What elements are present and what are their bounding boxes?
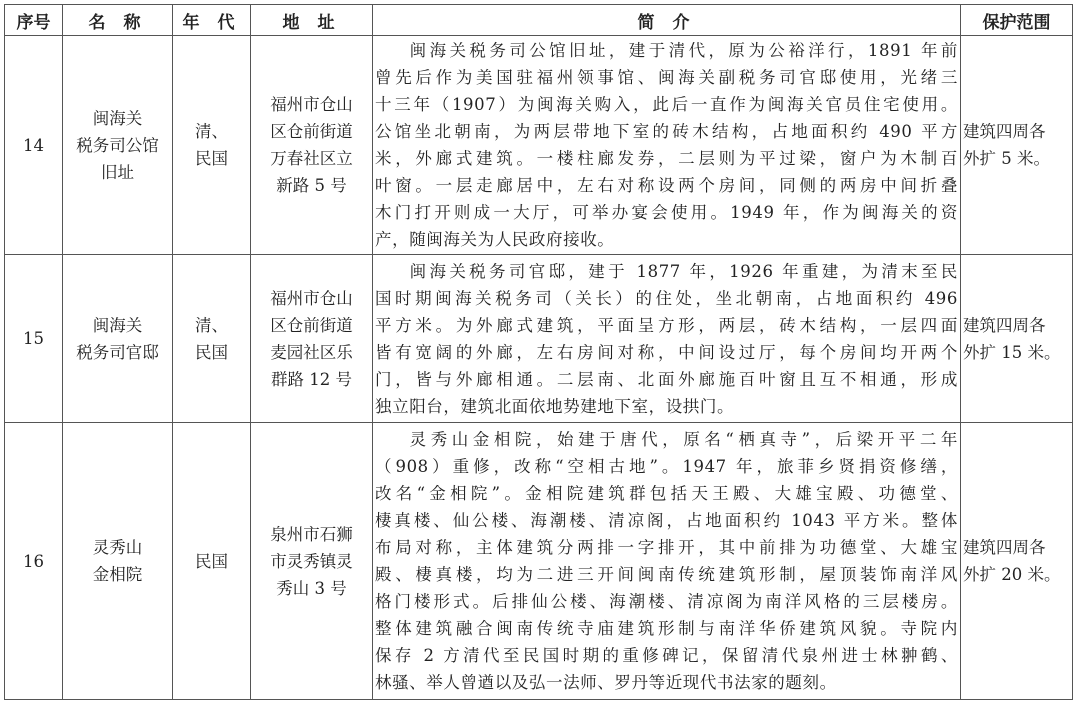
- cell-description-line: 保存 2 方清代至民国时期的重修碑记，保留清代泉州进士林翀鹤、: [375, 646, 958, 665]
- cell-name: [63, 36, 173, 255]
- header-description: 简 介: [373, 5, 961, 36]
- cell-description-line: 国时期闽海关税务司（关长）的住处，坐北朝南，占地面积约 496: [375, 288, 958, 308]
- cell-era: [173, 36, 251, 255]
- cell-address: [251, 255, 373, 423]
- cell-address-line: 区仓前街道: [270, 315, 353, 335]
- cell-protection-range: [961, 255, 1073, 423]
- cell-address-line: 万春社区立: [270, 149, 353, 168]
- cell-name-line: 税务司公馆: [76, 135, 159, 155]
- cell-address-line: 泉州市石狮: [270, 524, 353, 544]
- cell-protection-range-line: 建筑四周各: [963, 122, 1046, 141]
- cell-description-line: 林骚、举人曾遒以及弘一法师、罗丹等近现代书法家的题刻。: [375, 673, 837, 692]
- cell-description: [373, 255, 961, 423]
- header-era: 年 代: [173, 5, 251, 36]
- cell-description-line: 整体建筑融合闽南传统寺庙建筑形制与南洋华侨建筑风貌。寺院内: [375, 619, 958, 638]
- cell-description-line: 曾先后作为美国驻福州领事馆、闽海关副税务司官邸使用，光绪三: [375, 68, 958, 87]
- cell-no: 16: [5, 423, 63, 700]
- header-address: 地 址: [251, 5, 373, 36]
- cell-description-line: 布局对称，主体建筑分两排一字排开，其中前排为功德堂、大雄宝: [375, 538, 958, 557]
- cell-description-line: 灵秀山金相院，始建于唐代，原名“栖真寺”，后梁开平二年: [409, 430, 958, 449]
- header-protection-range: 保护范围: [961, 5, 1073, 36]
- cell-description-line: 米，外廊式建筑。一楼柱廊发券，二层则为平过梁，窗户为木制百: [375, 149, 958, 168]
- cell-era-line: 清、: [195, 122, 228, 141]
- header-no: 序号: [5, 5, 63, 36]
- cell-description-line: 闽海关税务司官邸，建于 1877 年，1926 年重建，为清末至民: [409, 261, 958, 281]
- cell-address: [251, 36, 373, 255]
- cell-no: 15: [5, 255, 63, 423]
- cell-description-line: 独立阳台，建筑北面依地势建地下室，设拱门。: [375, 396, 735, 416]
- cell-era-line: 清、: [195, 315, 228, 335]
- cell-description-line: 十三年（1907）为闽海关购入，此后一直作为闽海关官员住宅使用。: [375, 95, 958, 114]
- cell-description-line: 殿、棲真楼，均为二进三开间闽南传统建筑形制，屋顶装饰南洋风: [375, 565, 958, 584]
- cell-address-line: 福州市仓山: [270, 288, 353, 308]
- cell-description-line: （908）重修，改称“空相古地”。1947 年，旅菲乡贤捐资修缮，: [375, 457, 958, 476]
- cell-era: [173, 423, 251, 700]
- cell-address-line: 区仓前街道: [270, 122, 353, 141]
- heritage-table: [4, 4, 1073, 700]
- cell-address-line: 秀山 3 号: [276, 578, 347, 598]
- table-row: [5, 36, 1073, 255]
- cell-era-line: 民国: [195, 342, 228, 362]
- cell-description: [373, 423, 961, 700]
- cell-address-line: 新路 5 号: [276, 176, 347, 195]
- table-row: [5, 423, 1073, 700]
- cell-address-line: 麦园社区乐: [270, 342, 353, 362]
- cell-description-line: 格门楼形式。后排仙公楼、海潮楼、清凉阁为南洋风格的三层楼房。: [375, 592, 958, 611]
- cell-description-line: 皆有宽阔的外廊，左右房间对称，中间设过厅，每个房间均开两个: [375, 342, 958, 362]
- cell-name-line: 闽海关: [92, 108, 143, 128]
- cell-address-line: 群路 12 号: [271, 369, 352, 389]
- cell-address-line: 福州市仓山: [270, 95, 353, 114]
- table-row: [5, 255, 1073, 423]
- cell-description-line: 棲真楼、仙公楼、海潮楼、清凉阁，占地面积约 1043 平方米。整体: [375, 511, 958, 530]
- header-name: 名 称: [63, 5, 173, 36]
- cell-name-line: 旧址: [101, 162, 134, 182]
- cell-name: [63, 255, 173, 423]
- cell-era-line: 民国: [195, 149, 228, 168]
- cell-description-line: 叶窗。一层走廊居中，左右对称设两个房间，同侧的两房中间折叠: [375, 176, 958, 195]
- cell-description-line: 公馆坐北朝南，为两层带地下室的砖木结构，占地面积约 490 平方: [375, 122, 958, 141]
- cell-name-line: 金相院: [92, 565, 143, 584]
- cell-name-line: 税务司官邸: [76, 342, 159, 362]
- cell-no: 14: [5, 36, 63, 255]
- table-header-row: [5, 5, 1073, 36]
- cell-name-line: 灵秀山: [92, 538, 143, 557]
- cell-protection-range: [961, 36, 1073, 255]
- cell-protection-range-line: 外扩 20 米。: [963, 565, 1061, 584]
- cell-protection-range-line: 建筑四周各: [963, 538, 1046, 557]
- cell-era: [173, 255, 251, 423]
- cell-description-line: 门，皆与外廊相通。二层南、北面外廊施百叶窗且互不相通，形成: [375, 369, 958, 389]
- cell-description: [373, 36, 961, 255]
- cell-description-line: 平方米。为外廊式建筑，平面呈方形，两层，砖木结构，一层四面: [375, 315, 958, 335]
- cell-description-line: 产，随闽海关为人民政府接收。: [375, 230, 615, 249]
- cell-address: [251, 423, 373, 700]
- cell-protection-range-line: 外扩 15 米。: [963, 342, 1061, 362]
- cell-era-line: 民国: [195, 551, 228, 571]
- cell-description-line: 闽海关税务司公馆旧址，建于清代，原为公裕洋行，1891 年前: [409, 41, 958, 60]
- cell-description-line: 改名“金相院”。金相院建筑群包括天王殿、大雄宝殿、功德堂、: [375, 484, 958, 503]
- cell-description-line: 木门打开则成一大厅，可举办宴会使用。1949 年，作为闽海关的资: [375, 203, 958, 222]
- cell-protection-range: [961, 423, 1073, 700]
- cell-name-line: 闽海关: [92, 315, 143, 335]
- cell-name: [63, 423, 173, 700]
- cell-protection-range-line: 建筑四周各: [963, 315, 1046, 335]
- cell-address-line: 市灵秀镇灵: [270, 551, 353, 571]
- cell-protection-range-line: 外扩 5 米。: [963, 149, 1050, 168]
